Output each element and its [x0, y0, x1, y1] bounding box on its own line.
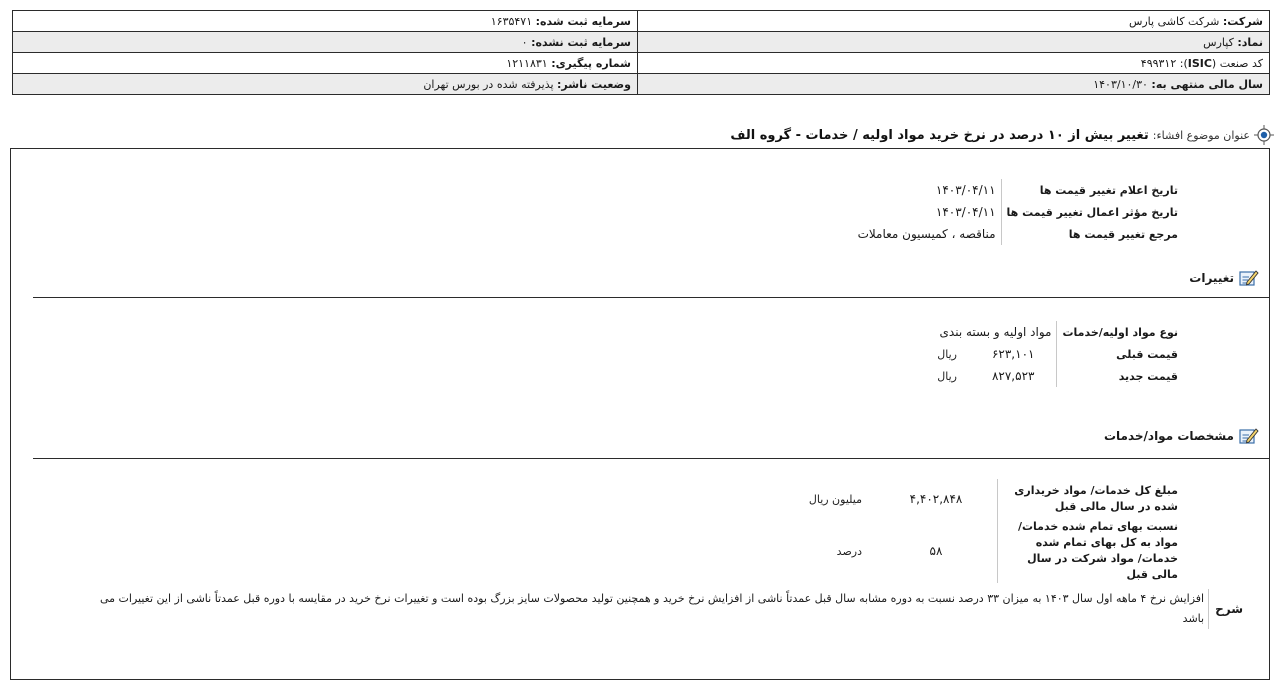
reference-row — [853, 223, 1183, 245]
announce-date-label: تاریخ اعلام تغییر قیمت ها — [1001, 179, 1183, 201]
subject-title: تغییر بیش از ۱۰ درصد در نرخ خرید مواد اولیه / خدمات - گروه الف — [730, 127, 1149, 143]
cost-ratio-unit: درصد — [836, 544, 862, 558]
publisher-status-label: وضعیت ناشر: — [557, 77, 631, 91]
company-label: شرکت: — [1222, 14, 1263, 28]
isic-label — [1180, 57, 1263, 70]
edit-icon — [1239, 427, 1259, 445]
new-price-row — [932, 365, 1183, 387]
section-divider — [33, 297, 1269, 298]
material-type-value: مواد اولیه و بسته بندی — [939, 325, 1052, 339]
disclosure-body — [10, 148, 1270, 680]
announce-row — [853, 179, 1183, 201]
effective-date-value: ۱۴۰۳/۰۴/۱۱ — [935, 205, 996, 219]
symbol-cell — [638, 32, 1270, 53]
registered-capital-value: ۱۶۳۵۴۷۱ — [490, 14, 533, 28]
info-row — [13, 11, 1270, 32]
reference-value: مناقصه ، کمیسیون معاملات — [857, 227, 996, 241]
company-cell — [638, 11, 1270, 32]
publisher-status-value: پذیرفته شده در بورس تهران — [423, 77, 554, 91]
previous-price-label: قیمت قبلی — [1057, 343, 1183, 365]
isic-value: ۴۹۹۳۱۲ — [1140, 56, 1177, 70]
registered-capital-label: سرمایه ثبت شده: — [535, 14, 631, 28]
previous-price-row — [932, 343, 1183, 365]
unregistered-capital-value: ۰ — [521, 35, 528, 49]
material-type-label: نوع مواد اولیه/خدمات — [1057, 321, 1183, 343]
effective-row — [853, 201, 1183, 223]
effective-date-label: تاریخ مؤثر اعمال تغییر قیمت ها — [1001, 201, 1183, 223]
fiscal-year-label: سال مالی منتهی به: — [1151, 77, 1263, 91]
previous-price-unit: ریال — [937, 347, 957, 361]
changes-section-title — [1189, 269, 1259, 287]
info-row — [13, 74, 1270, 95]
announce-date-value: ۱۴۰۳/۰۴/۱۱ — [935, 183, 996, 197]
new-price-unit: ریال — [937, 369, 957, 383]
cost-ratio-value: ۵۸ — [929, 544, 943, 558]
previous-price-value: ۶۲۳,۱۰۱ — [991, 347, 1035, 361]
specs-section-title — [1104, 427, 1259, 445]
total-purchase-label: مبلغ کل خدمات/ مواد خریداری شده در سال مالی قبل — [998, 479, 1184, 519]
company-value: شرکت کاشی پارس — [1128, 14, 1220, 28]
disclosure-subject — [730, 125, 1274, 145]
isic-label-post: ): — [1179, 56, 1188, 70]
subject-label: عنوان موضوع افشاء: — [1152, 128, 1250, 142]
fiscal-year-cell — [638, 74, 1270, 95]
description-label: شرح — [1208, 589, 1249, 629]
total-purchase-unit: میلیون ریال — [808, 492, 862, 506]
price-changes-table — [932, 321, 1183, 387]
material-specs-table — [803, 479, 1183, 583]
description-block — [84, 589, 1249, 629]
info-row — [13, 32, 1270, 53]
isic-cell — [638, 53, 1270, 74]
isic-label-code: ISIC — [1187, 56, 1212, 70]
symbol-label: نماد: — [1237, 35, 1263, 49]
specs-title: مشخصات مواد/خدمات — [1103, 429, 1234, 443]
new-price-label: قیمت جدید — [1057, 365, 1183, 387]
symbol-value: کپارس — [1203, 35, 1234, 49]
total-purchase-value: ۴,۴۰۲,۸۴۸ — [909, 492, 963, 506]
fiscal-year-value: ۱۴۰۳/۱۰/۳۰ — [1093, 77, 1148, 91]
tracking-label: شماره پیگیری: — [551, 56, 631, 70]
unregistered-capital-label: سرمایه ثبت نشده: — [531, 35, 631, 49]
changes-title: تغییرات — [1189, 271, 1234, 285]
unregistered-capital-cell — [13, 32, 638, 53]
target-icon — [1254, 125, 1274, 145]
reference-label: مرجع تغییر قیمت ها — [1001, 223, 1183, 245]
price-change-dates — [853, 179, 1183, 245]
section-divider — [33, 458, 1269, 459]
isic-label-pre: کد صنعت ( — [1211, 56, 1263, 70]
publisher-status-cell — [13, 74, 638, 95]
registered-capital-cell — [13, 11, 638, 32]
info-row — [13, 53, 1270, 74]
material-type-row — [932, 321, 1183, 343]
cost-ratio-row — [804, 519, 1183, 583]
tracking-cell — [13, 53, 638, 74]
total-purchase-row — [804, 479, 1183, 519]
edit-icon — [1239, 269, 1259, 287]
cost-ratio-label: نسبت بهای تمام شده خدمات/ مواد به کل بهای تمام شده خدمات/ مواد شرکت در سال مالی قبل — [998, 519, 1184, 583]
tracking-value: ۱۲۱۱۸۳۱ — [506, 56, 548, 70]
description-text: افزایش نرخ ۴ ماهه اول سال ۱۴۰۳ به میزان ۳۳ درصد نسبت به دوره مشابه سال قبل عمدتاً ناشی از افزایش نرخ خرید و همچنین تولید محصولات سایز بزرگ بوده است و تغییرات نرخ خرید در مقایسه با دوره قبل عمدتاً ناشی از این تغییرات می باشد — [100, 592, 1205, 625]
company-info-table — [12, 10, 1270, 95]
new-price-value: ۸۲۷,۵۲۳ — [991, 369, 1035, 383]
